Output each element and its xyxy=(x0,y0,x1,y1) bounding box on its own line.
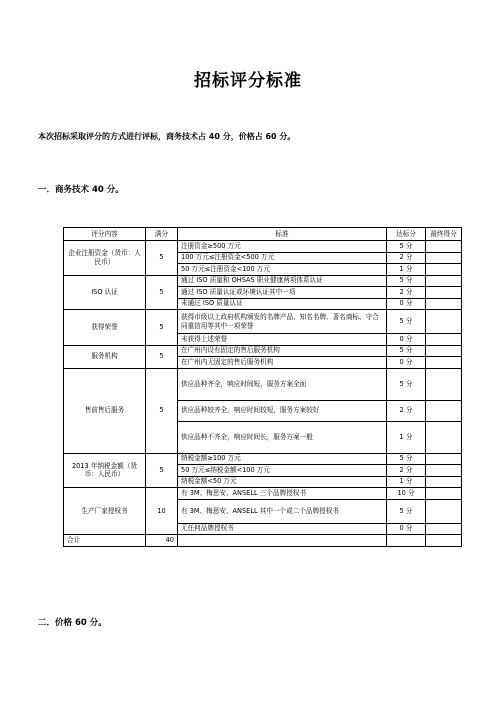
score-cell: 2 分 xyxy=(387,465,426,477)
score-cell: 5 分 xyxy=(387,453,426,465)
section-heading-price: 二．价格 60 分。 xyxy=(38,618,107,628)
criterion-cell: 有 3M、梅思安、ANSELL 其中一个或二个品牌授权书 xyxy=(178,499,387,523)
total-label: 合计 xyxy=(64,535,146,547)
criterion-cell: 纳税金额≥100 万元 xyxy=(178,453,387,465)
score-cell: 10 分 xyxy=(387,488,426,500)
table-row xyxy=(64,275,462,287)
header-criterion: 标准 xyxy=(178,228,387,241)
criterion-cell: 在广州内设有固定的售后服务机构 xyxy=(178,345,387,357)
final-score-cell xyxy=(426,476,462,488)
criterion-cell: 纳税金额<50 万元 xyxy=(178,476,387,488)
item-cell: ISO 认证 xyxy=(64,275,146,310)
final-score-cell xyxy=(426,421,462,453)
full-score-cell: 5 xyxy=(146,453,178,488)
table-row xyxy=(64,345,462,357)
criterion-cell: 注册资金≥500 万元 xyxy=(178,241,387,253)
final-score-cell xyxy=(426,368,462,400)
total-criterion-cell xyxy=(178,535,387,547)
criterion-cell: 在广州内无固定的售后服务机构 xyxy=(178,357,387,369)
final-score-cell xyxy=(426,298,462,310)
final-score-cell xyxy=(426,241,462,253)
score-cell: 1 分 xyxy=(387,476,426,488)
header-score: 达标分 xyxy=(387,228,426,241)
final-score-cell xyxy=(426,345,462,357)
score-cell: 5 分 xyxy=(387,499,426,523)
table-row xyxy=(64,310,462,334)
criterion-cell: 供应品种较齐全，响应时间较短，服务方案较好 xyxy=(178,400,387,421)
header-full-score: 满分 xyxy=(146,228,178,241)
final-score-cell xyxy=(426,275,462,287)
criterion-cell: 供应品种不齐全，响应时间长，服务方案一般 xyxy=(178,421,387,453)
table-header-row xyxy=(64,228,462,241)
score-cell: 5 分 xyxy=(387,275,426,287)
score-cell: 5 分 xyxy=(387,241,426,253)
full-score-cell: 5 xyxy=(146,310,178,346)
criterion-cell: 通过 ISO 质量和 OHSAS 职业健康两项体系认证 xyxy=(178,275,387,287)
criterion-cell: 通过 ISO 质量认证或环境认证其中一项 xyxy=(178,287,387,299)
item-cell: 企业注册资金（货币：人民币） xyxy=(64,241,146,276)
final-score-cell xyxy=(426,488,462,500)
total-final-score-cell xyxy=(426,535,462,547)
document-title: 招标评分标准 xyxy=(194,71,302,91)
full-score-cell: 10 xyxy=(146,488,178,535)
score-cell: 5 分 xyxy=(387,368,426,400)
total-value: 40 xyxy=(146,535,178,547)
final-score-cell xyxy=(426,252,462,264)
final-score-cell xyxy=(426,357,462,369)
final-score-cell xyxy=(426,400,462,421)
criterion-cell: 供应品种齐全，响应时间短，服务方案全面 xyxy=(178,368,387,400)
score-cell: 2 分 xyxy=(387,287,426,299)
criterion-cell: 获得市级以上政府机构颁发的名牌产品、知名名牌、著名商标、守合同重信用等其中一项荣誉 xyxy=(178,310,387,334)
score-cell: 1 分 xyxy=(387,264,426,276)
final-score-cell xyxy=(426,310,462,334)
table-row xyxy=(64,488,462,500)
final-score-cell xyxy=(426,334,462,346)
item-cell: 生产厂家授权书 xyxy=(64,488,146,535)
final-score-cell xyxy=(426,287,462,299)
item-cell: 获得荣誉 xyxy=(64,310,146,346)
criterion-cell: 有 3M、梅思安、ANSELL 三个品牌授权书 xyxy=(178,488,387,500)
table-row xyxy=(64,241,462,253)
table-row xyxy=(64,453,462,465)
score-cell: 1 分 xyxy=(387,421,426,453)
scoring-table xyxy=(63,227,462,547)
item-cell: 2013 年纳税金额（货币：人民币） xyxy=(64,453,146,488)
final-score-cell xyxy=(426,523,462,535)
score-cell: 5 分 xyxy=(387,310,426,334)
criterion-cell: 无任何品牌授权书 xyxy=(178,523,387,535)
full-score-cell: 5 xyxy=(146,368,178,453)
score-cell: 2 分 xyxy=(387,400,426,421)
header-item: 评分内容 xyxy=(64,228,146,241)
criterion-cell: 100 万元≤注册资金<500 万元 xyxy=(178,252,387,264)
item-cell: 服务机构 xyxy=(64,345,146,368)
item-cell: 售前售后服务 xyxy=(64,368,146,453)
score-cell: 2 分 xyxy=(387,252,426,264)
final-score-cell xyxy=(426,453,462,465)
criterion-cell: 未通过 ISO 质量认证 xyxy=(178,298,387,310)
score-cell: 0 分 xyxy=(387,298,426,310)
header-final-score: 最终得分 xyxy=(426,228,462,241)
section-heading-business: 一．商务技术 40 分。 xyxy=(38,185,124,195)
criterion-cell: 未获得上述荣誉 xyxy=(178,334,387,346)
full-score-cell: 5 xyxy=(146,275,178,310)
score-cell: 0 分 xyxy=(387,334,426,346)
full-score-cell: 5 xyxy=(146,241,178,276)
score-cell: 0 分 xyxy=(387,357,426,369)
final-score-cell xyxy=(426,264,462,276)
criterion-cell: 50 万元≤注册资金<100 万元 xyxy=(178,264,387,276)
total-row xyxy=(64,535,462,547)
score-cell: 0 分 xyxy=(387,523,426,535)
final-score-cell xyxy=(426,499,462,523)
score-cell: 5 分 xyxy=(387,345,426,357)
table-row xyxy=(64,368,462,400)
total-score-cell xyxy=(387,535,426,547)
intro-paragraph: 本次招标采取评分的方式进行评标，商务技术占 40 分，价格占 60 分。 xyxy=(38,132,296,141)
final-score-cell xyxy=(426,465,462,477)
criterion-cell: 50 万元≤纳税金额<100 万元 xyxy=(178,465,387,477)
full-score-cell: 5 xyxy=(146,345,178,368)
